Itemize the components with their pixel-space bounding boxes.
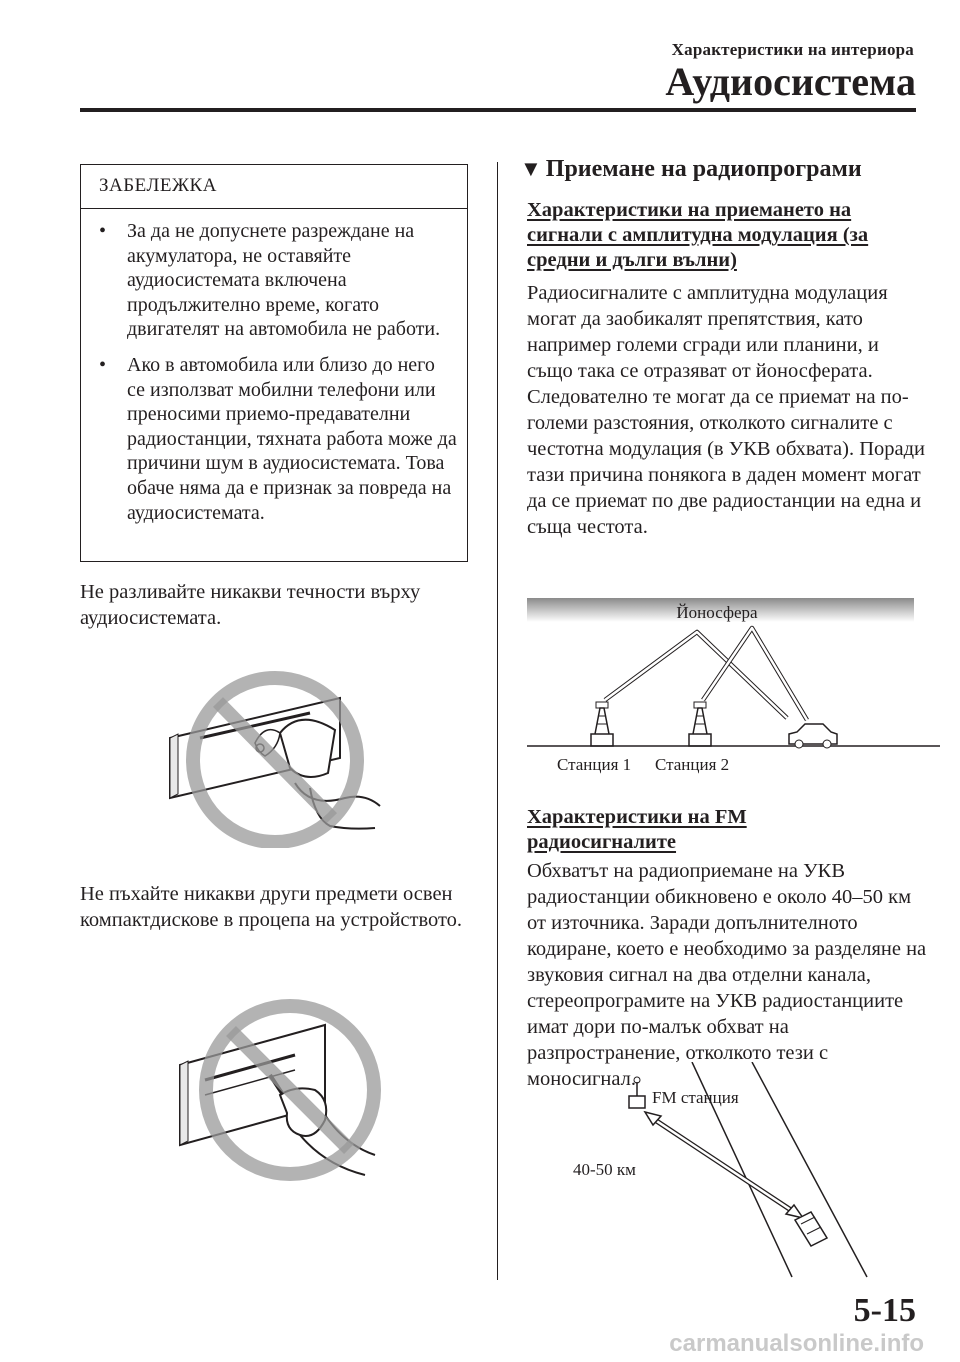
am-heading: Характеристики на приемането на сигнали с амплитудна модулация (за средни и дълги вълни) (527, 199, 869, 271)
note-item (99, 219, 457, 342)
no-liquids-text: Не разливайте никакви течности върху аудиосистемата. (80, 581, 421, 629)
distance-label: 40-50 км (573, 1160, 636, 1179)
section-heading (520, 156, 862, 183)
station-tower-icon (591, 702, 613, 746)
fm-heading: Характеристики на FM радиосигналите (527, 806, 747, 853)
note-item-text: Ако в автомобила или близо до него се използват мобилни телефони или преносими приемо-предавателни радиостанции, тяхната работа може да причини шум в аудиосистемата. Това обаче няма да е признак за повреда на аудиосистемата. (127, 353, 457, 524)
note-title: ЗАБЕЛЕЖКА (81, 165, 467, 209)
bullet-icon: • (99, 220, 107, 242)
fm-text: Обхватът на радиоприемане на УКВ радиостанции обикновено е около 40–50 км от източника. Заради допълнителното кодиране, което е необходимо за разделяне на звуковия сигнал на два отделни канала, стереопрограмите на УКВ радиостанциите имат дори по-малък обхват на разпространение, отколкото тези с моносигнал. (527, 860, 927, 1090)
ionosphere-diagram (527, 596, 940, 778)
bullet-icon: • (99, 353, 107, 376)
column-divider (497, 162, 498, 1280)
ionosphere-label: Йоносфера (676, 603, 758, 622)
note-item-text: За да не допуснете разреждане на акумулатора, не оставяйте аудиосистемата включена продължително време, когато двигателят на автомобила не работи. (127, 220, 441, 341)
car-icon (795, 1212, 827, 1246)
am-text: Радиосигналите с амплитудна модулация могат да заобикалят препятствия, като например големи сгради или планини, и също така се отразяват от йоносферата. Следователно те могат да се приемат на по-големи разстояния, отколкото сигналите с честотна модулация (в УКВ обхвата). Поради тази причина понякога в даден момент могат да се приемат по две радиостанции на една и съща честота. (527, 282, 926, 538)
no-objects-illustration (175, 995, 405, 1185)
fm-range-diagram (527, 1062, 940, 1282)
header-divider (80, 108, 916, 112)
watermark: carmanualsonline.info (669, 1330, 924, 1357)
triangle-down-icon: ▼ (520, 156, 542, 181)
page-number: 5-15 (853, 1292, 916, 1329)
car-icon (789, 724, 837, 748)
fm-station-icon (629, 1077, 645, 1108)
note-item (99, 353, 457, 525)
page-title: Аудиосистема (665, 59, 916, 104)
note-list (81, 219, 467, 525)
station-1-label: Станция 1 (557, 755, 632, 774)
section-label: Характеристики на интериора (671, 40, 914, 59)
fm-station-label: FM станция (652, 1088, 739, 1107)
station-2-label: Станция 2 (655, 755, 730, 774)
note-box (80, 164, 468, 562)
station-tower-icon (689, 702, 711, 746)
section-heading-text: Приемане на радиопрограми (545, 156, 862, 182)
no-liquids-illustration (160, 668, 410, 848)
no-objects-text: Не пъхайте никакви други предмети освен компактдискове в процепа на устройството. (80, 883, 463, 931)
